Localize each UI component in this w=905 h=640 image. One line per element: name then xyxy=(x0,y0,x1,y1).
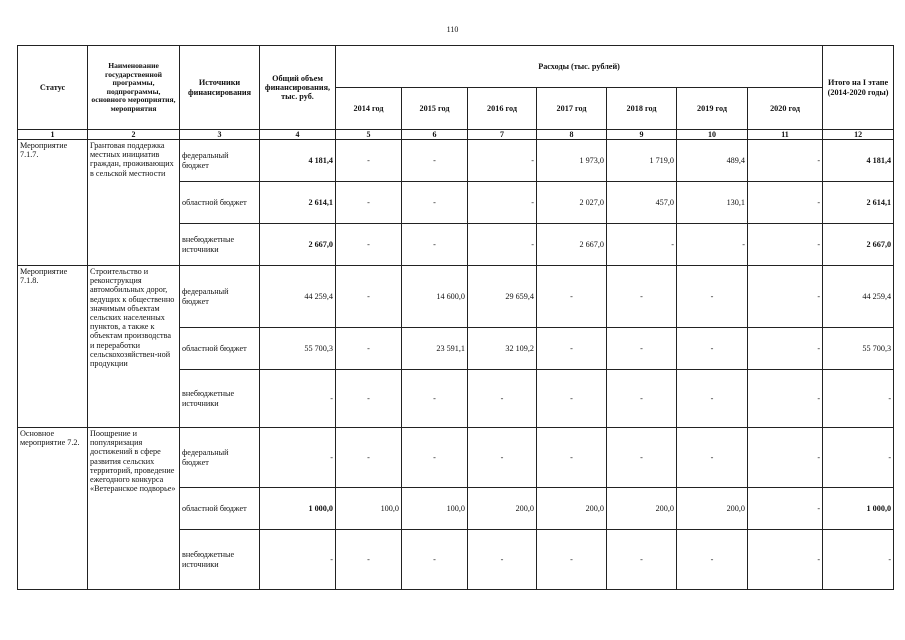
header-status: Статус xyxy=(18,46,88,130)
header-year: 2018 год xyxy=(607,88,677,130)
column-number: 1 xyxy=(18,130,88,140)
program-name-cell: Строительство и реконструкция автомобильных дорог, ведущих к общественно значимым объектам сельских населенных пунктов, а также к объектам производства и переработки сельскохозяйствен-ной продукции xyxy=(88,266,180,428)
year-value-cell: - xyxy=(336,428,402,488)
column-number: 7 xyxy=(468,130,537,140)
budget-table xyxy=(17,45,894,590)
year-value-cell: 29 659,4 xyxy=(468,266,537,328)
year-value-cell: - xyxy=(677,428,748,488)
status-cell: Основное мероприятие 7.2. xyxy=(18,428,88,590)
program-name-cell: Грантовая поддержка местных инициатив граждан, проживающих в сельской местности xyxy=(88,140,180,266)
year-value-cell: - xyxy=(402,140,468,182)
year-value-cell: - xyxy=(748,530,823,590)
year-value-cell: - xyxy=(402,428,468,488)
column-number: 8 xyxy=(537,130,607,140)
year-value-cell: - xyxy=(468,224,537,266)
column-number: 6 xyxy=(402,130,468,140)
page-number: 110 xyxy=(446,25,459,34)
total-cell: - xyxy=(260,370,336,428)
year-value-cell: - xyxy=(402,182,468,224)
year-value-cell: - xyxy=(607,530,677,590)
year-value-cell: - xyxy=(748,140,823,182)
year-value-cell: - xyxy=(748,428,823,488)
column-number: 5 xyxy=(336,130,402,140)
column-number: 3 xyxy=(180,130,260,140)
year-value-cell: - xyxy=(748,488,823,530)
header-year: 2015 год xyxy=(402,88,468,130)
stage-total-cell: 2 614,1 xyxy=(823,182,894,224)
total-cell: - xyxy=(260,530,336,590)
year-value-cell: - xyxy=(607,266,677,328)
total-cell: 2 667,0 xyxy=(260,224,336,266)
year-value-cell: 200,0 xyxy=(607,488,677,530)
year-value-cell: - xyxy=(537,266,607,328)
year-value-cell: 457,0 xyxy=(607,182,677,224)
year-value-cell: 1 973,0 xyxy=(537,140,607,182)
stage-total-cell: 55 700,3 xyxy=(823,328,894,370)
status-cell: Мероприятие 7.1.7. xyxy=(18,140,88,266)
header-total: Общий объем финансирования, тыс. руб. xyxy=(260,46,336,130)
source-cell: федеральный бюджет xyxy=(180,428,260,488)
total-cell: 55 700,3 xyxy=(260,328,336,370)
year-value-cell: - xyxy=(607,328,677,370)
source-cell: федеральный бюджет xyxy=(180,140,260,182)
year-value-cell: 2 667,0 xyxy=(537,224,607,266)
year-value-cell: - xyxy=(537,530,607,590)
year-value-cell: 23 591,1 xyxy=(402,328,468,370)
year-value-cell: - xyxy=(677,224,748,266)
header-year: 2017 год xyxy=(537,88,607,130)
year-value-cell: - xyxy=(336,328,402,370)
year-value-cell: - xyxy=(537,328,607,370)
year-value-cell: - xyxy=(468,530,537,590)
year-value-cell: 200,0 xyxy=(468,488,537,530)
header-year: 2020 год xyxy=(748,88,823,130)
year-value-cell: 1 719,0 xyxy=(607,140,677,182)
source-cell: областной бюджет xyxy=(180,182,260,224)
status-cell: Мероприятие 7.1.8. xyxy=(18,266,88,428)
source-cell: внебюджетные источники xyxy=(180,370,260,428)
column-number: 9 xyxy=(607,130,677,140)
column-number: 2 xyxy=(88,130,180,140)
year-value-cell: - xyxy=(748,182,823,224)
total-cell: - xyxy=(260,428,336,488)
year-value-cell: - xyxy=(402,530,468,590)
total-cell: 1 000,0 xyxy=(260,488,336,530)
header-expenses: Расходы (тыс. рублей) xyxy=(336,46,823,88)
year-value-cell: - xyxy=(336,530,402,590)
year-value-cell: - xyxy=(336,266,402,328)
year-value-cell: - xyxy=(537,370,607,428)
total-cell: 44 259,4 xyxy=(260,266,336,328)
header-sources: Источники финансирования xyxy=(180,46,260,130)
header-stage-total: Итого на I этапе (2014-2020 годы) xyxy=(823,46,894,130)
total-cell: 4 181,4 xyxy=(260,140,336,182)
program-name-cell: Поощрение и популяризация достижений в сфере развития сельских территорий, проведение ежегодного конкурса «Ветеранское подворье» xyxy=(88,428,180,590)
stage-total-cell: 2 667,0 xyxy=(823,224,894,266)
year-value-cell: - xyxy=(677,370,748,428)
column-number: 11 xyxy=(748,130,823,140)
year-value-cell: - xyxy=(402,370,468,428)
year-value-cell: 14 600,0 xyxy=(402,266,468,328)
year-value-cell: - xyxy=(336,182,402,224)
table-row xyxy=(18,428,894,488)
year-value-cell: - xyxy=(468,182,537,224)
year-value-cell: - xyxy=(677,328,748,370)
header-year: 2014 год xyxy=(336,88,402,130)
stage-total-cell: 4 181,4 xyxy=(823,140,894,182)
table-row xyxy=(18,140,894,182)
year-value-cell: 32 109,2 xyxy=(468,328,537,370)
year-value-cell: - xyxy=(748,266,823,328)
source-cell: областной бюджет xyxy=(180,328,260,370)
year-value-cell: - xyxy=(402,224,468,266)
column-number: 10 xyxy=(677,130,748,140)
year-value-cell: 2 027,0 xyxy=(537,182,607,224)
stage-total-cell: 44 259,4 xyxy=(823,266,894,328)
year-value-cell: - xyxy=(748,370,823,428)
stage-total-cell: - xyxy=(823,530,894,590)
year-value-cell: - xyxy=(607,370,677,428)
source-cell: внебюджетные источники xyxy=(180,530,260,590)
year-value-cell: 130,1 xyxy=(677,182,748,224)
source-cell: федеральный бюджет xyxy=(180,266,260,328)
year-value-cell: 200,0 xyxy=(537,488,607,530)
year-value-cell: - xyxy=(677,530,748,590)
year-value-cell: - xyxy=(336,140,402,182)
stage-total-cell: - xyxy=(823,370,894,428)
year-value-cell: - xyxy=(468,140,537,182)
column-number: 4 xyxy=(260,130,336,140)
year-value-cell: - xyxy=(468,370,537,428)
year-value-cell: - xyxy=(748,328,823,370)
year-value-cell: - xyxy=(336,224,402,266)
header-program-name: Наименование государственной программы, подпрограммы, основного мероприятия, мероприятия xyxy=(88,46,180,130)
year-value-cell: 489,4 xyxy=(677,140,748,182)
year-value-cell: - xyxy=(468,428,537,488)
column-number-row xyxy=(18,130,894,140)
header-year: 2016 год xyxy=(468,88,537,130)
stage-total-cell: 1 000,0 xyxy=(823,488,894,530)
year-value-cell: 200,0 xyxy=(677,488,748,530)
header-year: 2019 год xyxy=(677,88,748,130)
source-cell: внебюджетные источники xyxy=(180,224,260,266)
source-cell: областной бюджет xyxy=(180,488,260,530)
year-value-cell: - xyxy=(607,428,677,488)
year-value-cell: - xyxy=(607,224,677,266)
year-value-cell: 100,0 xyxy=(336,488,402,530)
table-row xyxy=(18,266,894,328)
year-value-cell: - xyxy=(336,370,402,428)
year-value-cell: - xyxy=(677,266,748,328)
year-value-cell: - xyxy=(537,428,607,488)
year-value-cell: - xyxy=(748,224,823,266)
total-cell: 2 614,1 xyxy=(260,182,336,224)
column-number: 12 xyxy=(823,130,894,140)
stage-total-cell: - xyxy=(823,428,894,488)
year-value-cell: 100,0 xyxy=(402,488,468,530)
